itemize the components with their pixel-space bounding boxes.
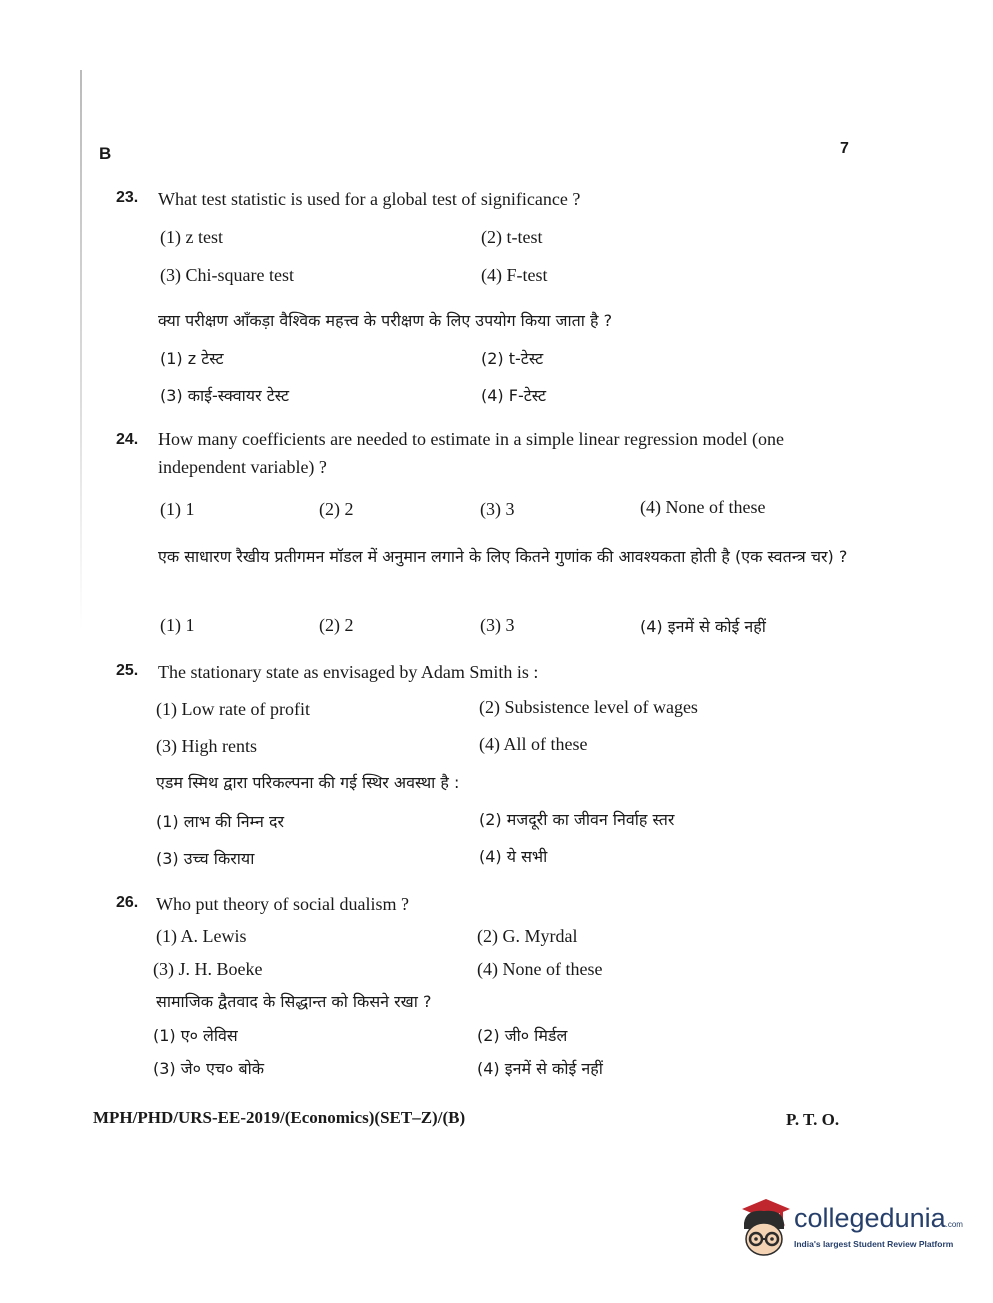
brand-tagline: India's largest Student Review Platform [794, 1239, 954, 1249]
question-text-en: The stationary state as envisaged by Adam Smith is : [158, 662, 539, 682]
scan-edge [80, 70, 82, 630]
option-hi-4: (4) F-टेस्ट [481, 386, 547, 405]
option-en-2: (2) G. Myrdal [477, 926, 578, 946]
question-number: 24. [116, 431, 139, 448]
option-en-1: (1) 1 [160, 499, 195, 519]
exam-code: MPH/PHD/URS-EE-2019/(Economics)(SET–Z)/(B) [93, 1108, 466, 1127]
option-hi-2: (2) 2 [319, 615, 354, 635]
option-en-1: (1) z test [160, 227, 223, 247]
option-hi-4: (4) ये सभी [479, 847, 548, 866]
brand-name: collegedunia.com [794, 1203, 963, 1233]
option-hi-3: (3) जे० एच० बोके [153, 1059, 265, 1078]
option-hi-3: (3) काई-स्क्वायर टेस्ट [160, 386, 290, 405]
option-en-3: (3) Chi-square test [160, 265, 294, 285]
option-en-2: (2) Subsistence level of wages [479, 697, 698, 717]
question-text-en: How many coefficients are needed to estimate in a simple linear regression model (one independent variable) ? [158, 429, 784, 477]
option-hi-1: (1) 1 [160, 615, 195, 635]
question-number: 25. [116, 662, 139, 679]
option-hi-2: (2) जी० मिर्डल [477, 1026, 568, 1045]
option-en-4: (4) F-test [481, 265, 548, 285]
question-number: 23. [116, 189, 139, 206]
option-en-3: (3) High rents [156, 736, 257, 756]
option-en-4: (4) None of these [477, 959, 603, 979]
question-text-hi: एडम स्मिथ द्वारा परिकल्पना की गई स्थिर अवस्था है : [156, 773, 460, 792]
option-en-1: (1) A. Lewis [156, 926, 247, 946]
page-number: 7 [840, 140, 849, 157]
option-hi-1: (1) लाभ की निम्न दर [156, 812, 285, 831]
option-hi-1: (1) ए० लेविस [153, 1026, 238, 1045]
option-en-4: (4) All of these [479, 734, 588, 754]
option-en-3: (3) J. H. Boeke [153, 959, 263, 979]
option-en-2: (2) t-test [481, 227, 543, 247]
option-hi-3: (3) उच्च किराया [156, 849, 255, 868]
option-hi-3: (3) 3 [480, 615, 515, 635]
option-hi-2: (2) t-टेस्ट [481, 349, 544, 368]
question-text-en: Who put theory of social dualism ? [156, 894, 409, 914]
option-hi-4: (4) इनमें से कोई नहीं [640, 617, 766, 636]
pto-label: P. T. O. [786, 1110, 840, 1129]
collegedunia-logo [736, 1195, 966, 1265]
question-text-en: What test statistic is used for a global test of significance ? [158, 189, 581, 209]
option-hi-1: (1) z टेस्ट [160, 349, 224, 368]
question-text-hi: सामाजिक द्वैतवाद के सिद्धान्त को किसने रखा ? [156, 992, 432, 1011]
option-en-4: (4) None of these [640, 497, 766, 517]
question-text-hi: क्या परीक्षण आँकड़ा वैश्विक महत्त्व के परीक्षण के लिए उपयोग किया जाता है ? [158, 311, 613, 330]
section-label: B [99, 144, 112, 163]
option-hi-2: (2) मजदूरी का जीवन निर्वाह स्तर [479, 810, 675, 829]
option-en-1: (1) Low rate of profit [156, 699, 310, 719]
option-en-2: (2) 2 [319, 499, 354, 519]
question-text-hi: एक साधारण रैखीय प्रतीगमन मॉडल में अनुमान लगाने के लिए कितने गुणांक की आवश्यकता होती है (एक स्वतन्त्र चर) ? [158, 547, 848, 566]
option-hi-4: (4) इनमें से कोई नहीं [477, 1059, 603, 1078]
option-en-3: (3) 3 [480, 499, 515, 519]
student-mascot-icon [736, 1195, 792, 1259]
question-number: 26. [116, 894, 139, 911]
